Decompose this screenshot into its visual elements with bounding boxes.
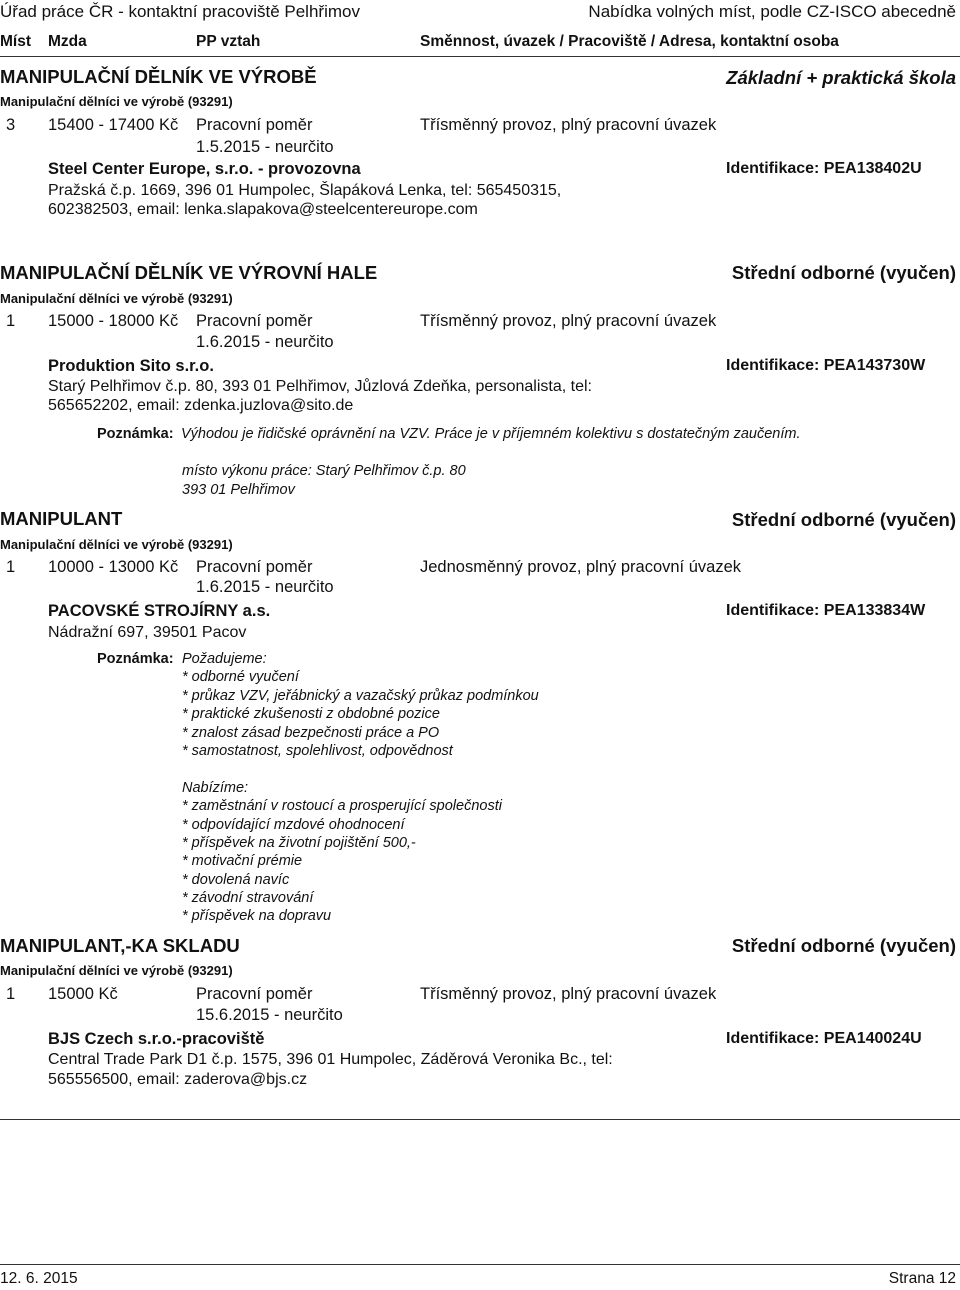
- job-category: Manipulační dělníci ve výrobě (93291): [0, 963, 233, 978]
- footer-date: 12. 6. 2015: [0, 1270, 78, 1287]
- employment-period: 1.6.2015 - neurčito: [196, 333, 334, 351]
- note-line: Požadujeme:: [182, 651, 267, 667]
- note-line: * zaměstnání v rostoucí a prosperující společnosti: [182, 798, 502, 815]
- footer-divider: [0, 1264, 960, 1265]
- shift-type: Třísměnný provoz, plný pracovní úvazek: [420, 116, 717, 134]
- contract-type: Pracovní poměr: [196, 116, 313, 134]
- salary: 15000 Kč: [48, 985, 118, 1003]
- salary: 15400 - 17400 Kč: [48, 116, 179, 134]
- employer-name: Steel Center Europe, s.r.o. - provozovna: [48, 160, 361, 178]
- employer-name: Produktion Sito s.r.o.: [48, 357, 214, 375]
- employer-address-line1: Central Trade Park D1 č.p. 1575, 396 01 Humpolec, Záděrová Veronika Bc., tel:: [48, 1051, 613, 1068]
- employer-address-line1: Pražská č.p. 1669, 396 01 Humpolec, Šlapáková Lenka, tel: 565450315,: [48, 182, 562, 199]
- job-identifier: Identifikace: PEA133834W: [726, 602, 926, 619]
- job-identifier: Identifikace: PEA140024U: [726, 1030, 922, 1047]
- note-label: Poznámka:: [97, 651, 174, 667]
- job-title: MANIPULANT,-KA SKLADU: [0, 935, 240, 956]
- employment-period: 1.5.2015 - neurčito: [196, 138, 334, 156]
- column-header-mist: Míst: [0, 33, 31, 50]
- column-header-smennost: Směnnost, úvazek / Pracoviště / Adresa, kontaktní osoba: [420, 33, 839, 50]
- shift-type: Třísměnný provoz, plný pracovní úvazek: [420, 312, 717, 330]
- contract-type: Pracovní poměr: [196, 312, 313, 330]
- page-header-listing-type: Nabídka volných míst, podle CZ-ISCO abecedně: [588, 2, 956, 21]
- education-requirement: Střední odborné (vyučen): [731, 262, 956, 283]
- note-line: [182, 761, 539, 779]
- note-line: * příspěvek na dopravu: [182, 908, 332, 925]
- note-line: * dovolená navíc: [182, 871, 290, 888]
- job-title: MANIPULANT: [0, 508, 123, 529]
- employer-name: PACOVSKÉ STROJÍRNY a.s.: [48, 602, 271, 620]
- shift-type: Třísměnný provoz, plný pracovní úvazek: [420, 985, 717, 1003]
- note-line: * průkaz VZV, jeřábnický a vazačský průkaz podmínkou: [182, 687, 539, 704]
- shift-type: Jednosměnný provoz, plný pracovní úvazek: [420, 558, 742, 576]
- employer-address-line2: 602382503, email: lenka.slapakova@steelcentereurope.com: [48, 201, 478, 218]
- job-category: Manipulační dělníci ve výrobě (93291): [0, 537, 233, 552]
- workplace-location: místo výkonu práce: Starý Pelhřimov č.p. 80: [182, 463, 466, 479]
- note-line: * příspěvek na životní pojištění 500,-: [182, 834, 416, 851]
- job-category: Manipulační dělníci ve výrobě (93291): [0, 94, 233, 109]
- note-line: * odborné vyučení: [182, 669, 299, 686]
- note-line: * závodní stravování: [182, 890, 314, 907]
- vacancy-count: 3: [6, 116, 16, 134]
- note-line: * samostatnost, spolehlivost, odpovědnost: [182, 742, 453, 759]
- note-text: Výhodou je řidičské oprávnění na VZV. Práce je v příjemném kolektivu s dostatečným zaučením.: [181, 426, 801, 442]
- employer-address-line2: 565652202, email: zdenka.juzlova@sito.de: [48, 397, 354, 414]
- note-list: [182, 651, 539, 927]
- note-line: * odpovídající mzdové ohodnocení: [182, 816, 405, 833]
- vacancy-count: 1: [6, 985, 16, 1003]
- job-title: MANIPULAČNÍ DĚLNÍK VE VÝROVNÍ HALE: [0, 262, 378, 283]
- job-title: MANIPULAČNÍ DĚLNÍK VE VÝROBĚ: [0, 66, 317, 87]
- education-requirement: Základní + praktická škola: [726, 67, 956, 88]
- page-header-office: Úřad práce ČR - kontaktní pracoviště Pelhřimov: [0, 2, 360, 21]
- employment-period: 1.6.2015 - neurčito: [196, 578, 334, 596]
- note-label: Poznámka:: [97, 426, 174, 442]
- employer-name: BJS Czech s.r.o.-pracoviště: [48, 1030, 265, 1048]
- note-line: Nabízíme:: [182, 779, 249, 796]
- workplace-city: 393 01 Pelhřimov: [182, 482, 295, 498]
- education-requirement: Střední odborné (vyučen): [731, 935, 956, 956]
- salary: 15000 - 18000 Kč: [48, 312, 179, 330]
- employer-address-line1: Nádražní 697, 39501 Pacov: [48, 624, 247, 641]
- vacancy-count: 1: [6, 558, 16, 576]
- education-requirement: Střední odborné (vyučen): [731, 509, 956, 530]
- contract-type: Pracovní poměr: [196, 985, 313, 1003]
- job-category: Manipulační dělníci ve výrobě (93291): [0, 291, 233, 306]
- section-divider: [0, 1119, 960, 1120]
- column-header-mzda: Mzda: [48, 33, 87, 50]
- job-identifier: Identifikace: PEA143730W: [726, 357, 926, 374]
- footer-page-number: Strana 12: [888, 1270, 956, 1287]
- contract-type: Pracovní poměr: [196, 558, 313, 576]
- header-divider: [0, 56, 960, 57]
- column-header-pp-vztah: PP vztah: [196, 33, 261, 50]
- note-line: * praktické zkušenosti z obdobné pozice: [182, 706, 440, 723]
- employer-address-line2: 565556500, email: zaderova@bjs.cz: [48, 1071, 308, 1088]
- job-identifier: Identifikace: PEA138402U: [726, 160, 922, 177]
- note-line: * znalost zásad bezpečnosti práce a PO: [182, 724, 440, 741]
- employment-period: 15.6.2015 - neurčito: [196, 1006, 343, 1024]
- note-line: * motivační prémie: [182, 853, 303, 870]
- employer-address-line1: Starý Pelhřimov č.p. 80, 393 01 Pelhřimov, Jůzlová Zdeňka, personalista, tel:: [48, 378, 592, 395]
- vacancy-count: 1: [6, 312, 16, 330]
- salary: 10000 - 13000 Kč: [48, 558, 179, 576]
